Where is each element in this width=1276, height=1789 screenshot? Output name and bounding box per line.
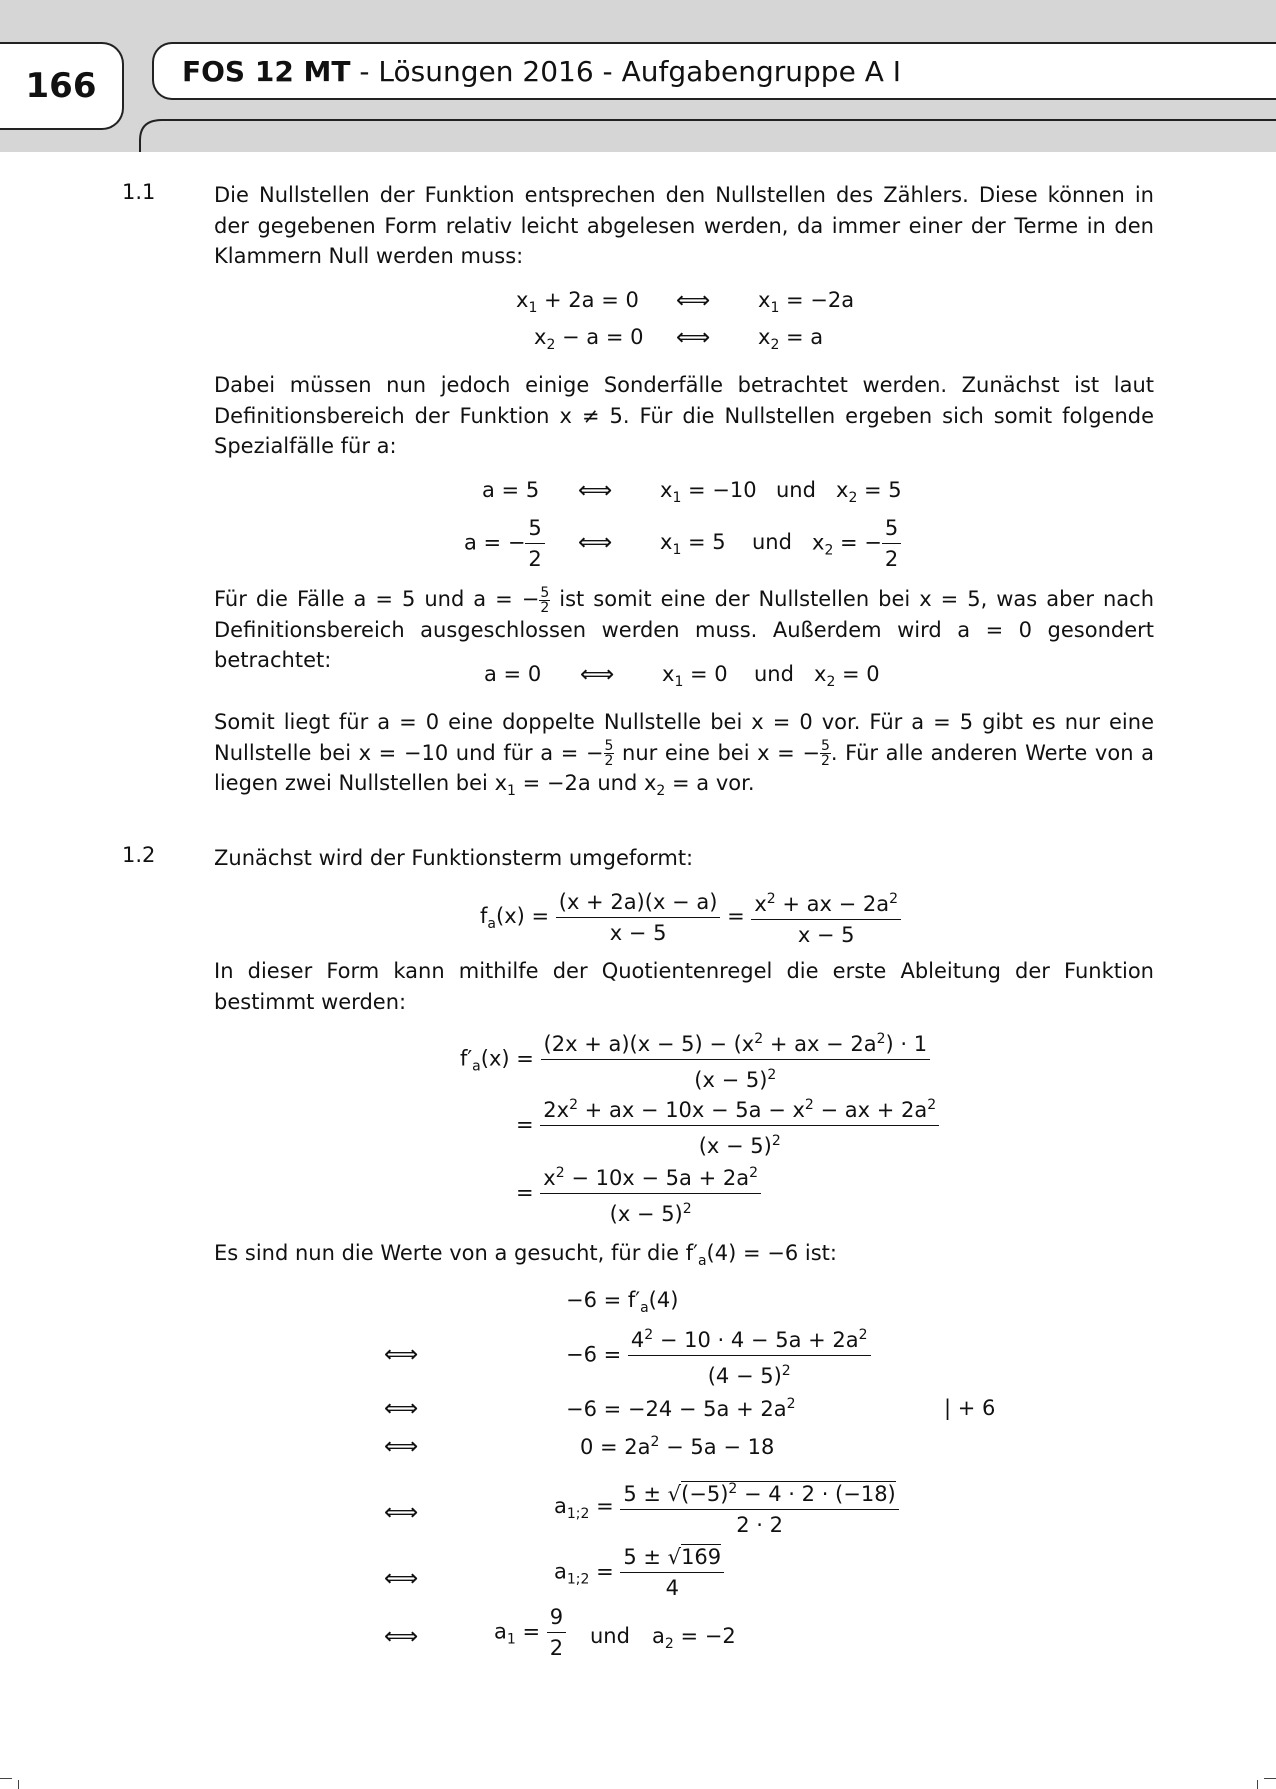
crop-mark bbox=[1257, 1780, 1258, 1789]
iff-10: ⟺ bbox=[384, 1564, 419, 1592]
und-1: und bbox=[776, 478, 816, 502]
case-a5-x2: $x_2 = 5$ bbox=[836, 478, 902, 507]
solve-step-3: $-6 = -24 - 5a + 2a^2$ bbox=[566, 1396, 796, 1421]
section-number-1-1: 1.1 bbox=[122, 180, 156, 204]
solve-result-a1: $a_1$ = $\frac{9}{2}$ bbox=[494, 1604, 566, 1661]
crop-mark bbox=[18, 1780, 19, 1789]
operation-note: | + 6 bbox=[944, 1396, 996, 1420]
page-number: 166 bbox=[0, 42, 124, 130]
case-a-neg52: a = − $\frac{5}{2}$ bbox=[464, 515, 545, 572]
solve-step-5: $a_{1;2}$ = $\frac{5 \pm √(-5)^2 - 4 \cdot 2 \cdot (-18)}{2 \cdot 2}$ bbox=[554, 1476, 899, 1538]
iff-5: ⟺ bbox=[580, 660, 615, 688]
iff-11: ⟺ bbox=[384, 1622, 419, 1650]
paragraph-1-2-intro: Zunächst wird der Funktionsterm umgeformt: bbox=[214, 846, 694, 870]
iff-4: ⟺ bbox=[578, 528, 613, 556]
eq-derivative-2: = $\frac{2x^2 + ax - 10x - 5a - x^2 - ax + 2a^2}{(x - 5)^2}$ bbox=[516, 1092, 939, 1159]
crop-mark bbox=[1264, 1778, 1276, 1779]
iff-3: ⟺ bbox=[578, 476, 613, 504]
case-neg52-x1: $x_1 = 5$ bbox=[660, 530, 726, 559]
solve-step-2: −6 = $\frac{4^2 - 10 \cdot 4 - 5a + 2a^2}{(4 - 5)^2}$ bbox=[566, 1322, 871, 1389]
case-a0: a = 0 bbox=[484, 662, 542, 686]
und-2: und bbox=[752, 530, 792, 554]
eq-x2-result: $x_2 = a$ bbox=[758, 325, 824, 354]
iff-7: ⟺ bbox=[384, 1394, 419, 1422]
paragraph-1-2-quotient: In dieser Form kann mithilfe der Quotientenregel die erste Ableitung der Funktion bestimmt werden: bbox=[214, 959, 1154, 1014]
solve-step-1: $-6 = f'_a(4)$ bbox=[566, 1288, 679, 1317]
eq-x1-result: $x_1 = -2a$ bbox=[758, 288, 855, 317]
eq-x1: $x_1 + 2a = 0$ bbox=[516, 288, 639, 317]
solve-step-4: $0 = 2a^2 - 5a - 18$ bbox=[580, 1434, 775, 1459]
case-a5-x1: $x_1 = -10$ bbox=[660, 478, 757, 507]
paragraph-1-1-intro: Die Nullstellen der Funktion entsprechen den Nullstellen des Zählers. Diese können in der gegebenen Form relativ leicht abgelesen werden, da immer einer der Terme in den Klammern Null werden muss: bbox=[214, 183, 1154, 268]
eq-function-term: $f_a(x)$ = $\frac{(x + 2a)(x - a)}{x - 5}$ = $\frac{x^2 + ax - 2a^2}{x - 5}$ bbox=[480, 886, 901, 948]
paragraph-1-1-summary: Somit liegt für a = 0 eine doppelte Nullstelle bei x = 0 vor. Für a = 5 gibt es nur eine Nullstelle bei x = −10 und für a = − $\frac{5}{2}$ nur eine bei x = − $\frac{5}{2}$ . Für alle anderen Werte von a liegen zwei Nullstellen bei $x_1 = -2a$ und $x_2 = a$ vor. bbox=[214, 710, 1154, 800]
eq-derivative-1: $f'_a(x)$ = $\frac{(2x + a)(x - 5) - (x^2 + ax - 2a^2) \cdot 1}{(x - 5)^2}$ bbox=[460, 1026, 930, 1093]
und-4: und bbox=[590, 1624, 630, 1648]
paragraph-1-2-search: Es sind nun die Werte von a gesucht, für die $f'_a(4) = -6$ ist: bbox=[214, 1241, 837, 1270]
iff-2: ⟺ bbox=[676, 323, 711, 351]
iff-1: ⟺ bbox=[676, 286, 711, 314]
solve-result-a2: $a_2 = -2$ bbox=[652, 1624, 736, 1653]
title-rest: - Lösungen 2016 - Aufgabengruppe A I bbox=[350, 54, 902, 88]
section-number-1-2: 1.2 bbox=[122, 843, 156, 867]
case-neg52-x2: $x_2$ = − $\frac{5}{2}$ bbox=[812, 515, 901, 572]
paragraph-1-1-cases: Für die Fälle a = 5 und a = − $\frac{5}{2}$ ist somit eine der Nullstellen bei x = 5, was aber nach Definitionsbereich ausgeschlossen werden muss. Außerdem wird a = 0 gesondert betrachtet: bbox=[214, 584, 1155, 672]
iff-6: ⟺ bbox=[384, 1340, 419, 1368]
case-a0-x1: $x_1 = 0$ bbox=[662, 662, 728, 691]
eq-x2: $x_2 - a = 0$ bbox=[534, 325, 644, 354]
title-bold: FOS 12 MT bbox=[182, 54, 351, 88]
case-a0-x2: $x_2 = 0$ bbox=[814, 662, 880, 691]
case-a5: a = 5 bbox=[482, 478, 540, 502]
iff-9: ⟺ bbox=[384, 1498, 419, 1526]
eq-derivative-3: = $\frac{x^2 - 10x - 5a + 2a^2}{(x - 5)^2}$ bbox=[516, 1160, 761, 1227]
crop-mark bbox=[0, 1778, 12, 1779]
iff-8: ⟺ bbox=[384, 1432, 419, 1460]
header-rule bbox=[0, 100, 1276, 152]
paragraph-1-1-special: Dabei müssen nun jedoch einige Sonderfälle betrachtet werden. Zunächst ist laut Definitionsbereich der Funktion x ≠ 5. Für die Nullstellen ergeben sich somit folgende Spezialfälle für a: bbox=[214, 373, 1154, 458]
und-3: und bbox=[754, 662, 794, 686]
page-title bbox=[152, 42, 1276, 100]
solve-step-6: $a_{1;2}$ = $\frac{5 \pm √169}{4}$ bbox=[554, 1544, 724, 1601]
